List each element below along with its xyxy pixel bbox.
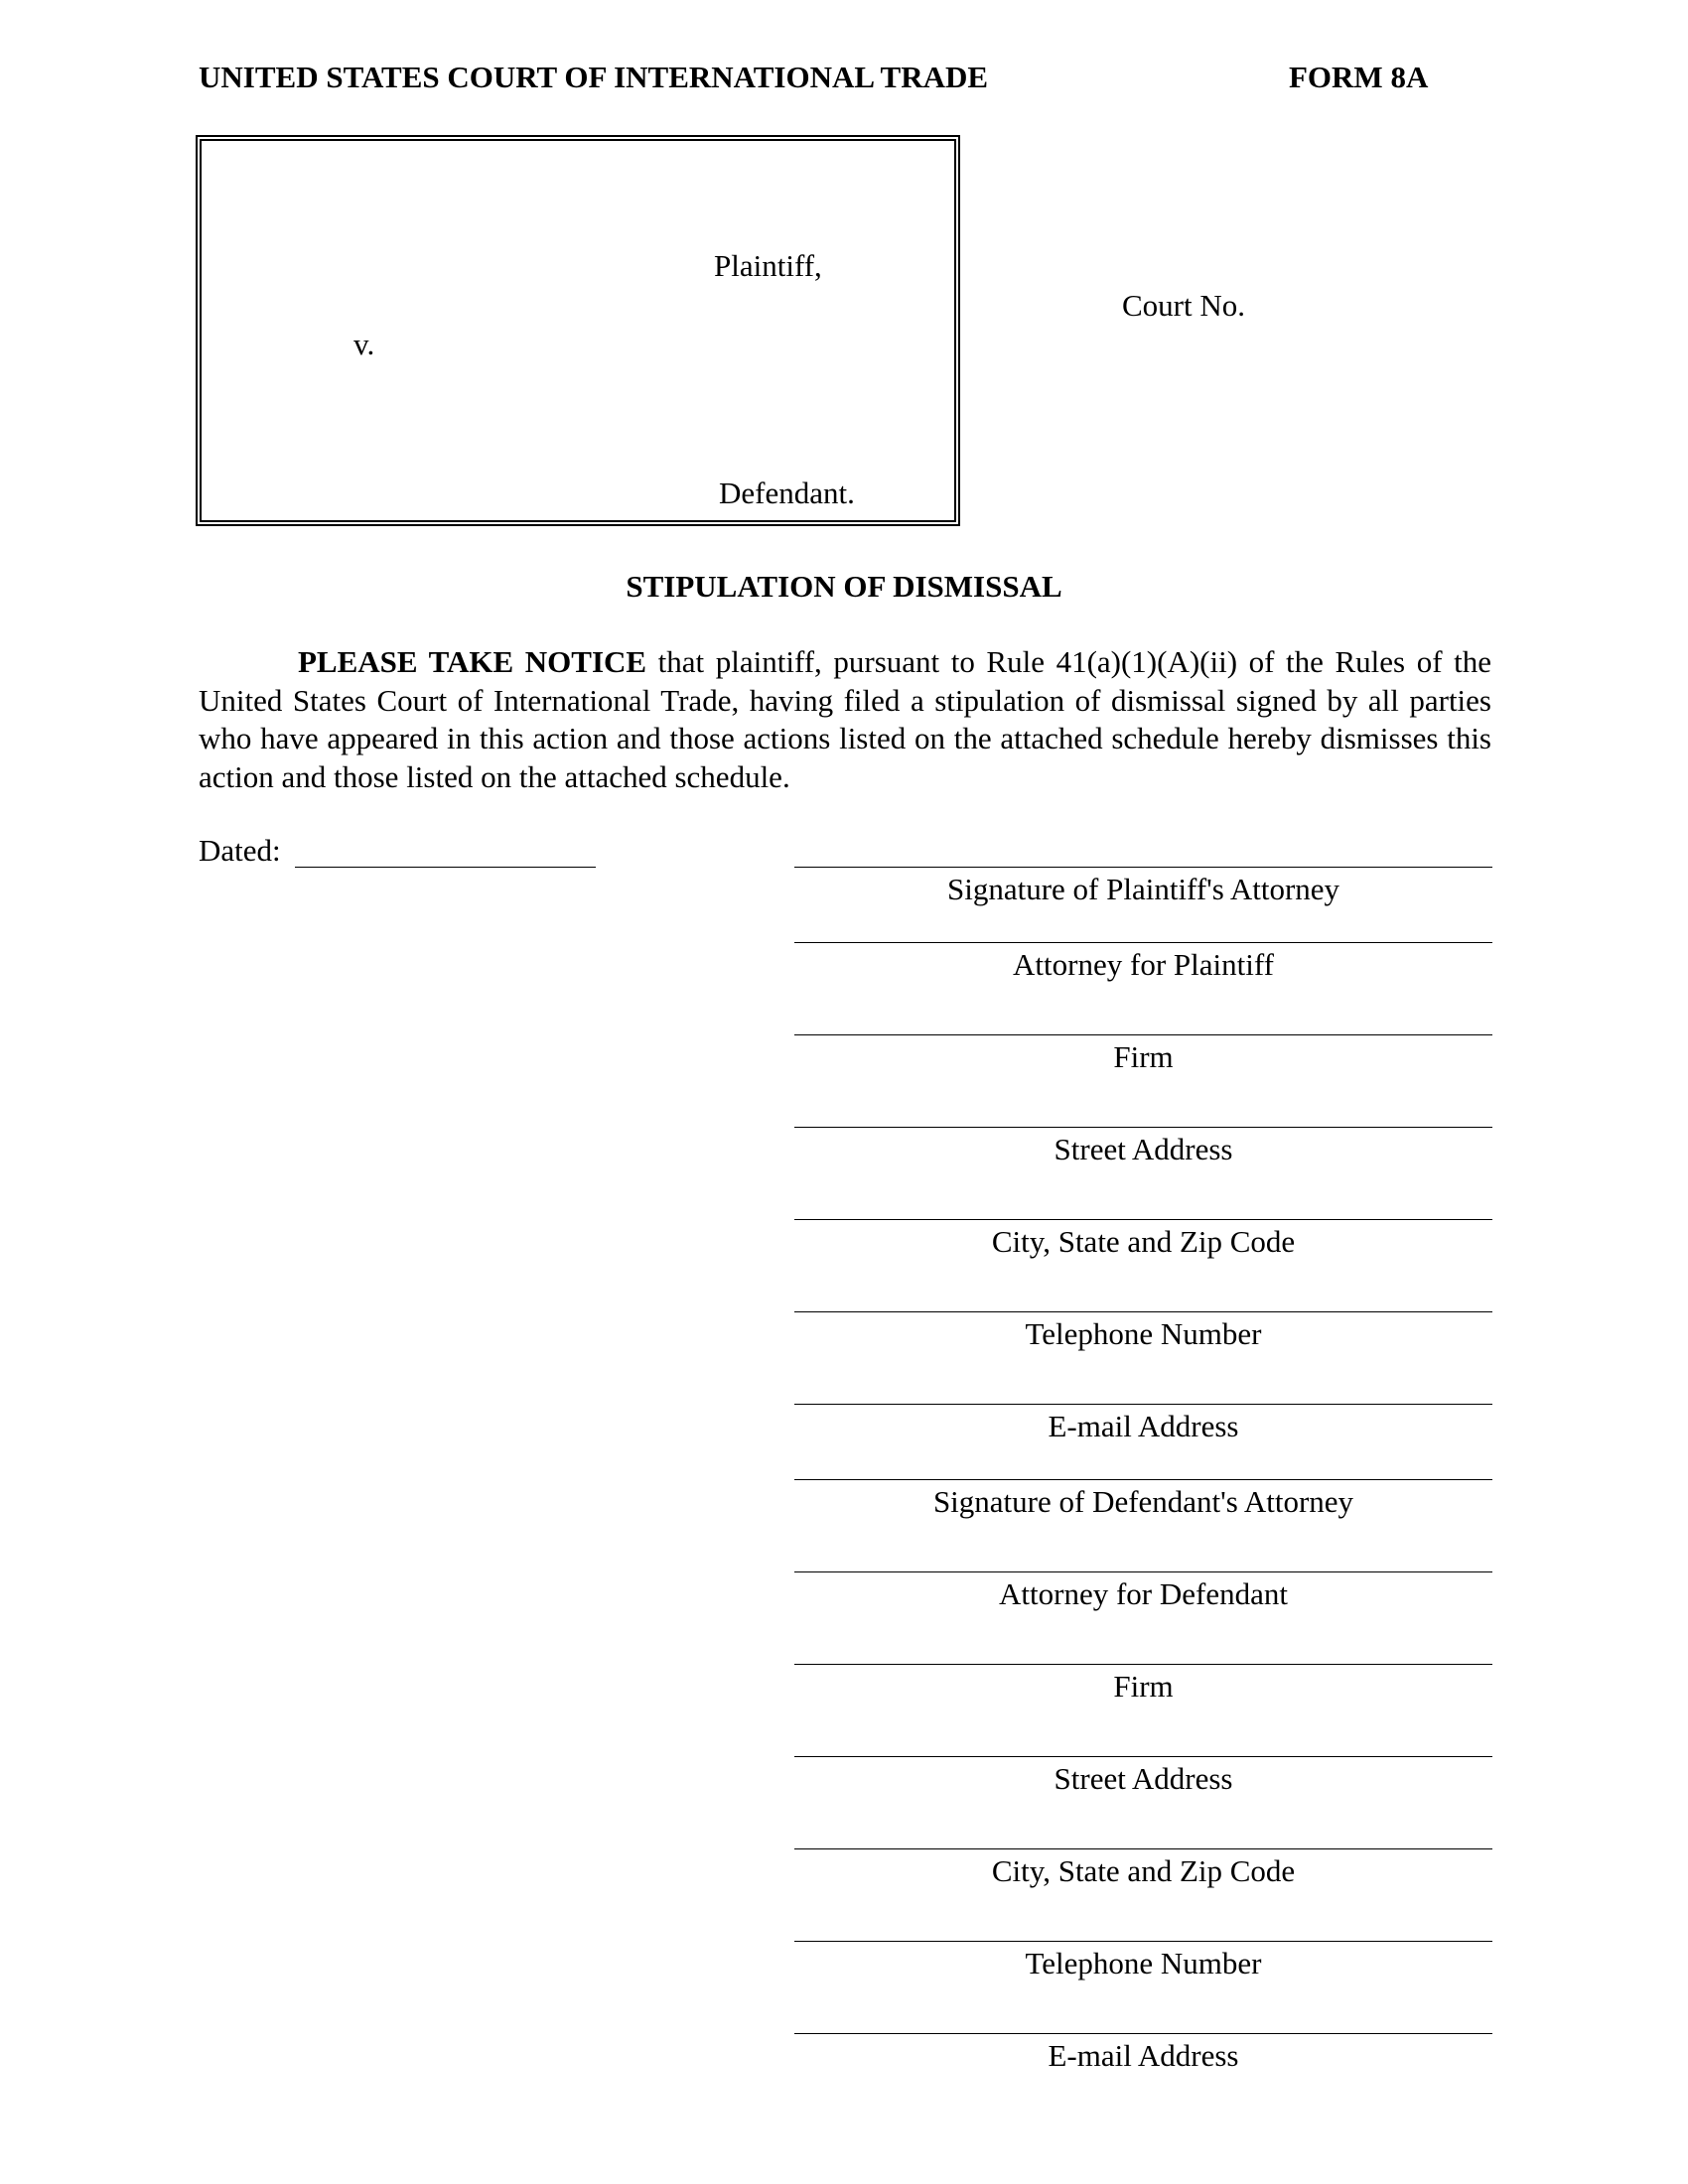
dated-input-line[interactable] (295, 867, 596, 868)
defendant-city-line[interactable] (794, 1848, 1492, 1849)
plaintiff-firm-caption: Firm (1113, 1039, 1174, 1074)
defendant-signature-line[interactable] (794, 1479, 1492, 1480)
document-title: STIPULATION OF DISMISSAL (626, 569, 1062, 604)
signature-block (794, 0, 1492, 2184)
plaintiff-street-caption: Street Address (1054, 1132, 1233, 1166)
defendant-attorney-line[interactable] (794, 1571, 1492, 1572)
plaintiff-email-caption: E-mail Address (1048, 1409, 1239, 1443)
defendant-street-caption: Street Address (1054, 1761, 1233, 1796)
plaintiff-attorney-line[interactable] (794, 942, 1492, 943)
plaintiff-street-line[interactable] (794, 1127, 1492, 1128)
plaintiff-signature-line[interactable] (794, 867, 1492, 868)
court-number-label: Court No. (1122, 288, 1245, 323)
defendant-phone-line[interactable] (794, 1941, 1492, 1942)
defendant-street-line[interactable] (794, 1756, 1492, 1757)
plaintiff-signature-caption: Signature of Plaintiff's Attorney (946, 872, 1340, 906)
court-name: UNITED STATES COURT OF INTERNATIONAL TRADE (199, 60, 989, 94)
notice-lead: PLEASE TAKE NOTICE (298, 644, 647, 679)
notice-body: that plaintiff, pursuant to Rule 41(a)(1)(A)(ii) of the Rules of the United States Court of International Trade, having filed a stipulation of dismissal signed by all parties who have appeared in this action and those actions listed on the attached schedule hereby dismisses this action and those listed on the attached schedule. (199, 644, 1491, 794)
plaintiff-attorney-caption: Attorney for Plaintiff (1013, 947, 1274, 982)
plaintiff-label: Plaintiff, (714, 248, 822, 283)
plaintiff-email-line[interactable] (794, 1404, 1492, 1405)
defendant-signature-caption: Signature of Defendant's Attorney (932, 1484, 1354, 1519)
plaintiff-phone-line[interactable] (794, 1311, 1492, 1312)
defendant-email-line[interactable] (794, 2033, 1492, 2034)
plaintiff-city-line[interactable] (794, 1219, 1492, 1220)
defendant-attorney-caption: Attorney for Defendant (999, 1576, 1288, 1611)
defendant-firm-line[interactable] (794, 1664, 1492, 1665)
dated-label: Dated: (199, 833, 281, 868)
plaintiff-phone-caption: Telephone Number (1025, 1316, 1262, 1351)
versus-label: v. (353, 327, 375, 361)
defendant-email-caption: E-mail Address (1048, 2038, 1239, 2073)
defendant-phone-caption: Telephone Number (1025, 1946, 1262, 1980)
form-number: FORM 8A (1289, 60, 1429, 94)
defendant-city-caption: City, State and Zip Code (991, 1853, 1296, 1888)
defendant-firm-caption: Firm (1113, 1669, 1174, 1704)
plaintiff-firm-line[interactable] (794, 1034, 1492, 1035)
plaintiff-city-caption: City, State and Zip Code (991, 1224, 1296, 1259)
defendant-label: Defendant. (719, 476, 855, 510)
